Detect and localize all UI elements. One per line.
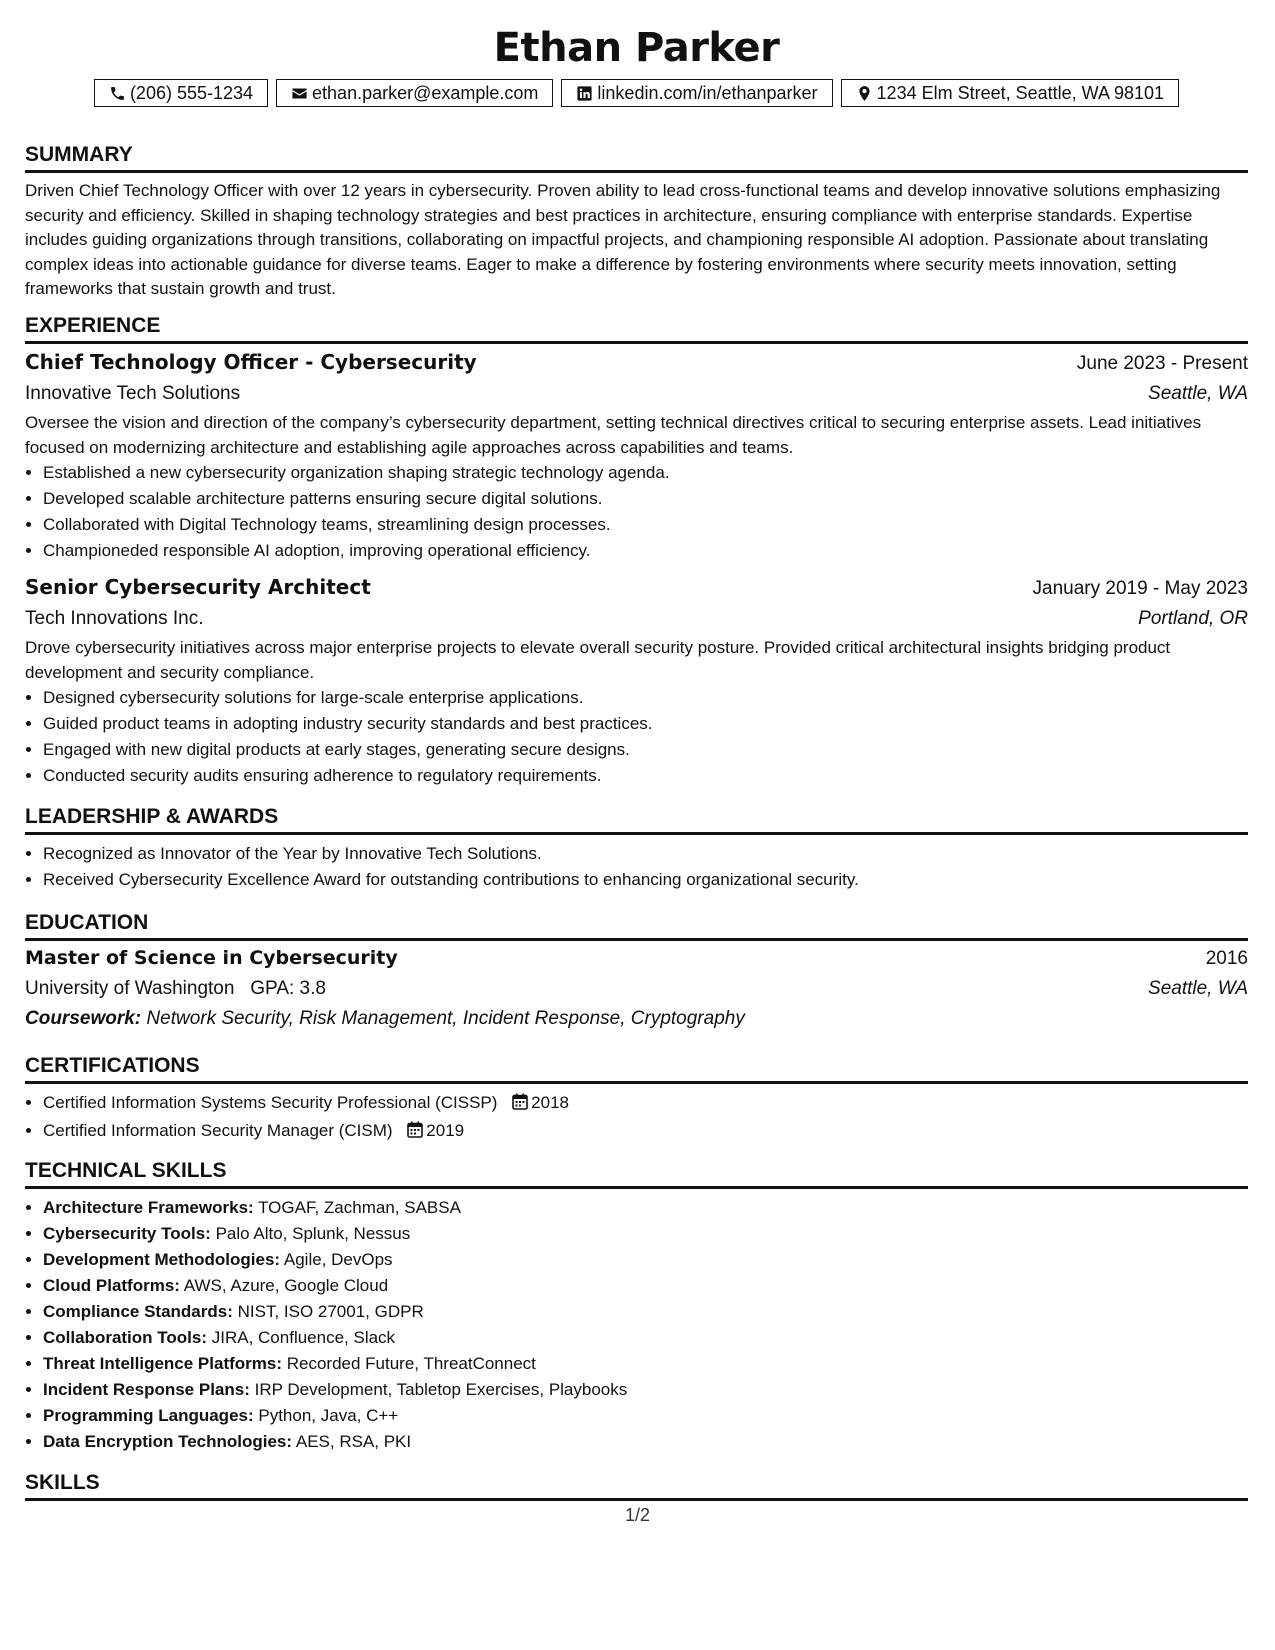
education-section: [25, 910, 1248, 1034]
section-title: EDUCATION: [25, 910, 1248, 941]
job-company: Tech Innovations Inc.: [25, 608, 204, 629]
list-item: [43, 1247, 1248, 1273]
skills-section: [25, 1470, 1248, 1501]
skill-label: Compliance Standards:: [43, 1302, 233, 1321]
technical-skills-list: [25, 1195, 1248, 1455]
skill-label: Development Methodologies:: [43, 1250, 281, 1269]
calendar-icon: [407, 1120, 423, 1146]
skill-label: Incident Response Plans:: [43, 1380, 250, 1399]
job-bullets: [25, 685, 1248, 789]
certifications-list: [25, 1090, 1248, 1146]
list-item: [43, 1221, 1248, 1247]
candidate-name: Ethan Parker: [493, 25, 780, 71]
cert-year: 2018: [531, 1093, 569, 1112]
section-title: EXPERIENCE: [25, 313, 1248, 344]
section-title: SKILLS: [25, 1470, 1248, 1501]
skill-value: AWS, Azure, Google Cloud: [183, 1276, 389, 1295]
job-description: Oversee the vision and direction of the company’s cybersecurity department, setting technical directives critical to securing enterprise assets. Lead initiatives focused on modernizing architecture and establishing agile approaches across capabilities and teams.: [25, 413, 1202, 457]
skill-label: Cloud Platforms:: [43, 1276, 180, 1295]
awards-list: [25, 841, 1248, 893]
list-item: • Engaged with new digital products at early stages, generating secure designs.: [43, 737, 1248, 763]
contact-bar: [25, 79, 1248, 107]
list-item: [43, 1118, 1248, 1146]
page-number: 1/2: [624, 1505, 651, 1525]
skill-value: JIRA, Confluence, Slack: [211, 1328, 396, 1347]
cert-name: Certified Information Systems Security Professional (CISSP): [43, 1093, 498, 1112]
degree-year: 2016: [1205, 948, 1248, 969]
degree-title: Master of Science in Cybersecurity: [25, 947, 398, 969]
contact-email-text: ethan.parker@example.com: [312, 83, 539, 103]
skill-value: AES, RSA, PKI: [295, 1432, 412, 1451]
technical-skills-section: [25, 1158, 1248, 1455]
job-company: Innovative Tech Solutions: [25, 383, 241, 404]
resume-page: [25, 0, 1248, 1494]
school-line: [25, 974, 326, 1004]
skill-value: Recorded Future, ThreatConnect: [286, 1354, 536, 1373]
contact-linkedin-text: linkedin.com/in/ethanparker: [597, 83, 818, 103]
summary-section: [25, 142, 1248, 302]
certifications-section: [25, 1053, 1248, 1146]
section-title: SUMMARY: [25, 142, 1248, 173]
list-item: [43, 1351, 1248, 1377]
list-item: [43, 1090, 1248, 1118]
skill-label: Architecture Frameworks:: [43, 1198, 254, 1217]
contact-address-text: 1234 Elm Street, Seattle, WA 98101: [876, 83, 1165, 103]
summary-text: Driven Chief Technology Officer with over 12 years in cybersecurity. Proven ability to lead cross-functional teams and develop innovative solutions emphasizing security and efficiency. Skilled in shaping technology strategies and best practices in architecture, ensuring compliance with enterprise standards. Expertise includes guiding organizations through transitions, collaborating on impactful projects, and championing responsible AI adoption. Passionate about translating complex ideas into actionable guidance for diverse teams. Eager to make a difference by fostering environments where security meets innovation, setting frameworks that sustain growth and trust.: [25, 181, 1221, 298]
skill-label: Programming Languages:: [43, 1406, 254, 1425]
map-pin-icon: [856, 85, 873, 102]
skill-value: Python, Java, C++: [258, 1406, 399, 1425]
school-location: Seattle, WA: [1148, 978, 1248, 999]
list-item: [43, 1273, 1248, 1299]
job-entry: [25, 347, 1248, 564]
leadership-section: [25, 804, 1248, 893]
section-title: LEADERSHIP & AWARDS: [25, 804, 1248, 835]
skill-label: Cybersecurity Tools:: [43, 1224, 211, 1243]
list-item: • Developed scalable architecture patterns ensuring secure digital solutions.: [43, 486, 1248, 512]
job-dates: June 2023 - Present: [1076, 353, 1248, 374]
list-item: [43, 1299, 1248, 1325]
list-item: • Conducted security audits ensuring adherence to regulatory requirements.: [43, 763, 1248, 789]
job-title: Chief Technology Officer - Cybersecurity: [25, 350, 477, 374]
list-item: [43, 1403, 1248, 1429]
cert-year: 2019: [426, 1121, 465, 1140]
job-bullets: [25, 460, 1248, 564]
list-item: [43, 1377, 1248, 1403]
skill-label: Threat Intelligence Platforms:: [43, 1354, 282, 1373]
section-title: TECHNICAL SKILLS: [25, 1158, 1248, 1189]
skill-value: Agile, DevOps: [283, 1250, 393, 1269]
skill-value: IRP Development, Tabletop Exercises, Playbooks: [254, 1380, 628, 1399]
list-item: • Collaborated with Digital Technology teams, streamlining design processes.: [43, 512, 1248, 538]
skill-value: Palo Alto, Splunk, Nessus: [215, 1224, 411, 1243]
experience-section: [25, 313, 1248, 789]
job-description: Drove cybersecurity initiatives across major enterprise projects to elevate overall security posture. Provided critical architectural insights bridging product development and security compliance.: [25, 638, 1171, 682]
contact-email[interactable]: [276, 79, 553, 107]
calendar-icon: [512, 1092, 528, 1118]
list-item: • Received Cybersecurity Excellence Award for outstanding contributions to enhancing organizational security.: [43, 867, 1248, 893]
skill-label: Data Encryption Technologies:: [43, 1432, 293, 1451]
job-location: Portland, OR: [1138, 608, 1248, 629]
job-entry: [25, 572, 1248, 789]
contact-linkedin[interactable]: [561, 79, 832, 107]
envelope-icon: [291, 85, 308, 102]
coursework-label: Coursework:: [25, 1008, 142, 1029]
job-title: Senior Cybersecurity Architect: [25, 575, 371, 599]
coursework-list: Network Security, Risk Management, Incident Response, Cryptography: [146, 1008, 745, 1029]
phone-icon: [109, 85, 126, 102]
list-item: • Recognized as Innovator of the Year by Innovative Tech Solutions.: [43, 841, 1248, 867]
contact-phone-text: (206) 555-1234: [129, 83, 254, 103]
skill-value: NIST, ISO 27001, GDPR: [237, 1302, 424, 1321]
job-dates: January 2019 - May 2023: [1032, 578, 1248, 599]
list-item: • Championeded responsible AI adoption, improving operational efficiency.: [43, 538, 1248, 564]
linkedin-icon: [576, 85, 593, 102]
gpa: GPA: 3.8: [250, 978, 326, 999]
list-item: [43, 1195, 1248, 1221]
list-item: [43, 1429, 1248, 1455]
cert-name: Certified Information Security Manager (CISM): [43, 1121, 393, 1140]
list-item: • Established a new cybersecurity organization shaping strategic technology agenda.: [43, 460, 1248, 486]
list-item: • Guided product teams in adopting industry security standards and best practices.: [43, 711, 1248, 737]
contact-address[interactable]: [841, 79, 1180, 107]
list-item: • Designed cybersecurity solutions for large-scale enterprise applications.: [43, 685, 1248, 711]
skill-label: Collaboration Tools:: [43, 1328, 208, 1347]
list-item: [43, 1325, 1248, 1351]
section-title: CERTIFICATIONS: [25, 1053, 1248, 1084]
school-name: University of Washington: [25, 978, 235, 999]
contact-phone[interactable]: [94, 79, 268, 107]
job-location: Seattle, WA: [1148, 383, 1248, 404]
coursework: [25, 1004, 1248, 1034]
skill-value: TOGAF, Zachman, SABSA: [258, 1198, 461, 1217]
